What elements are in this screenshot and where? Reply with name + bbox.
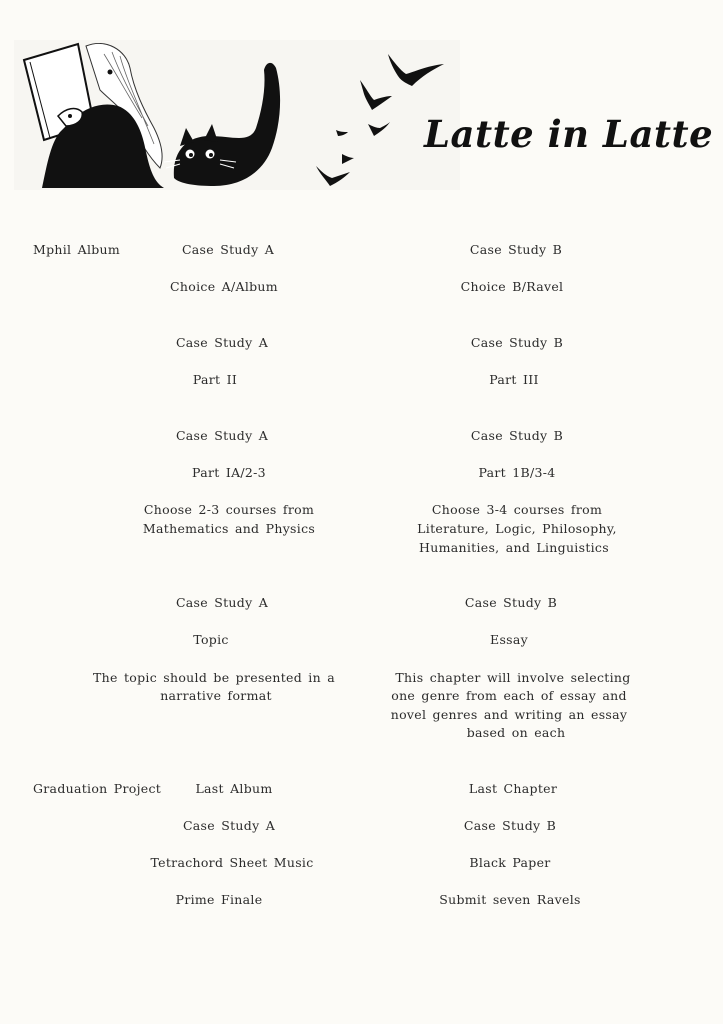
- part-b-text: Part III: [489, 372, 539, 387]
- case-study-a-label: Case Study A: [181, 242, 275, 257]
- page-title: Latte in Latte: [424, 112, 714, 156]
- essay-desc-line-1: This chapter will involve selecting: [395, 670, 631, 685]
- topic-heading: Topic: [193, 632, 229, 647]
- case-study-b-label: Case Study B: [464, 595, 558, 610]
- case-study-b-label: Case Study B: [463, 818, 557, 833]
- case-study-a-label: Case Study A: [175, 595, 269, 610]
- choice-b-text: Choice B/Ravel: [460, 279, 564, 294]
- part-a-text: Part IA/2-3: [192, 465, 266, 480]
- last-album-heading: Last Album: [195, 781, 273, 796]
- item-a-text: Tetrachord Sheet Music: [150, 855, 314, 870]
- case-study-b-label: Case Study B: [470, 428, 564, 443]
- case-study-a-label: Case Study A: [182, 818, 276, 833]
- courses-b-line-2: Literature, Logic, Philosophy,: [417, 521, 617, 536]
- section-label-graduation: Graduation Project: [33, 781, 162, 796]
- case-study-a-label: Case Study A: [175, 428, 269, 443]
- courses-b-line-1: Choose 3-4 courses from: [431, 502, 603, 517]
- choice-a-text: Choice A/Album: [170, 279, 278, 294]
- case-study-a-label: Case Study A: [175, 335, 269, 350]
- essay-heading: Essay: [490, 632, 528, 647]
- courses-a-line-2: Mathematics and Physics: [142, 521, 316, 536]
- final-a-text: Prime Finale: [175, 892, 263, 907]
- topic-desc-line-1: The topic should be presented in a: [93, 670, 335, 685]
- essay-desc-line-2: one genre from each of essay and: [391, 688, 627, 703]
- essay-desc-line-3: novel genres and writing an essay: [390, 707, 628, 722]
- topic-desc-line-2: narrative format: [160, 688, 272, 703]
- courses-b-line-3: Humanities, and Linguistics: [419, 540, 609, 555]
- section-label-mphil: Mphil Album: [33, 242, 121, 257]
- header-banner: [14, 40, 460, 190]
- part-b-text: Part 1B/3-4: [478, 465, 556, 480]
- essay-desc-line-4: based on each: [466, 725, 566, 740]
- final-b-text: Submit seven Ravels: [439, 892, 581, 907]
- part-a-text: Part II: [192, 372, 238, 387]
- last-chapter-heading: Last Chapter: [468, 781, 558, 796]
- case-study-b-label: Case Study B: [470, 335, 564, 350]
- courses-a-line-1: Choose 2-3 courses from: [143, 502, 315, 517]
- case-study-b-label: Case Study B: [469, 242, 563, 257]
- item-b-text: Black Paper: [469, 855, 551, 870]
